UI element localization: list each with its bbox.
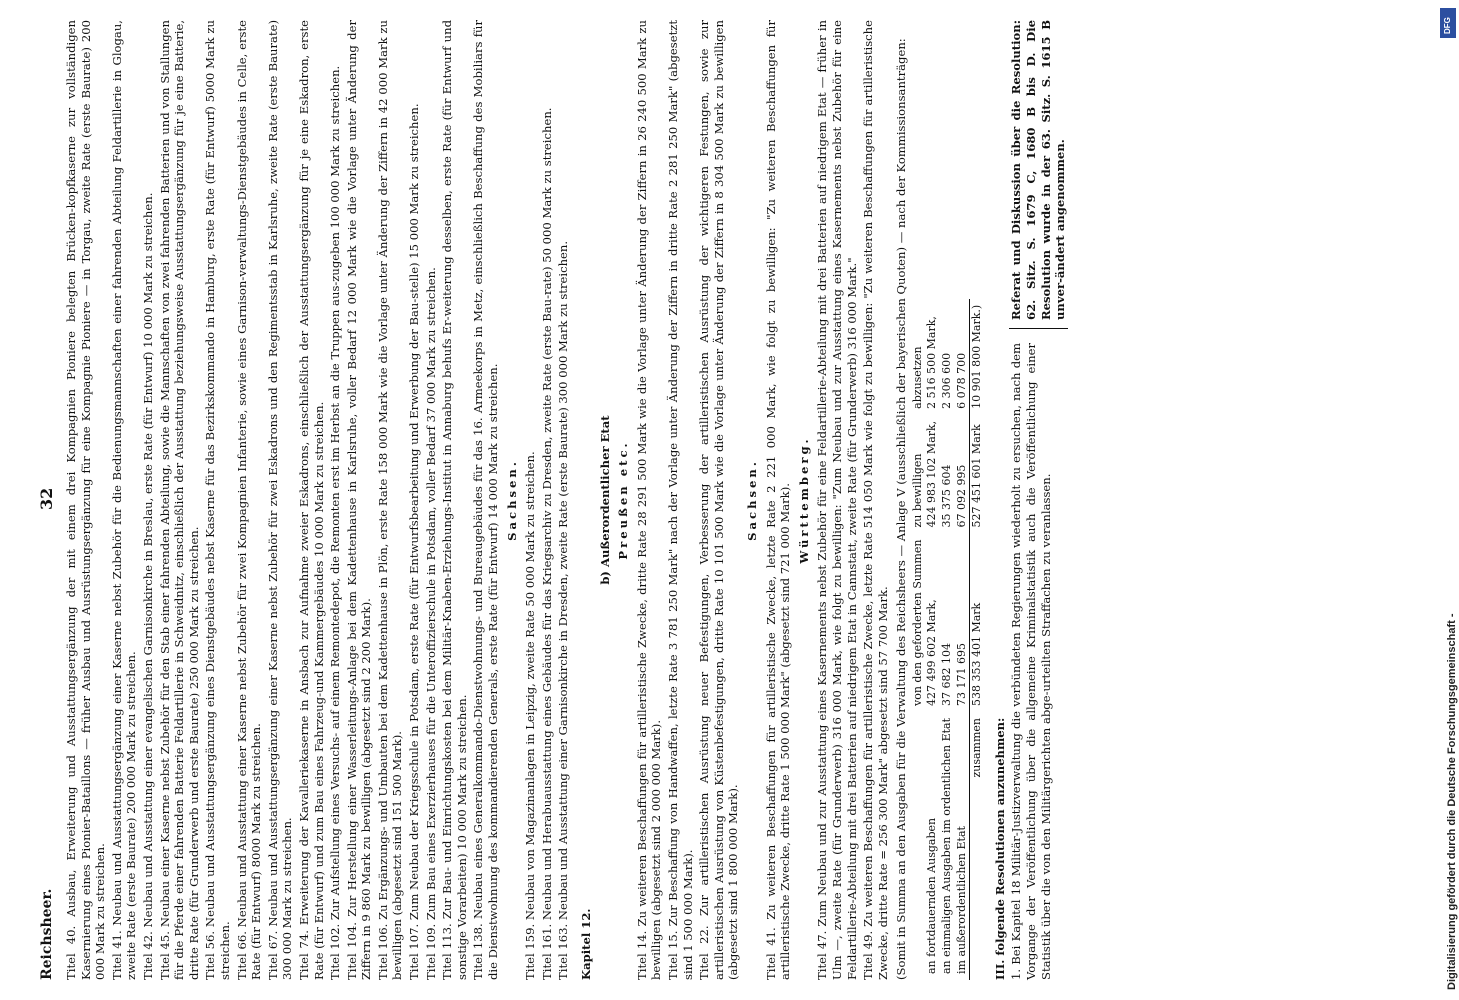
digitization-footer — [1432, 0, 1458, 1000]
column-header: abzusetzen — [910, 346, 924, 409]
resolution-text: 1. Bei Kapitel 18 Militär-Justizverwaltung die verbündeten Regierungen wiederholt zu ersuchen, nach dem Vorgange der Veröffentlichung über die allgemeine Kriminalstatistik auch die Veröffentlichung einer Statistik über die von den Militärgerichten abge-urteilten Straffachen zu veranlassen. — [1009, 343, 1053, 980]
table-header-row — [911, 299, 926, 980]
section-heading: Sachsen. — [504, 459, 519, 541]
paragraph: Titel 113. Zur Bau- und Einrichtungskosten bei dem Militär-Knaben-Erziehungs-Institut in Annaburg behufs Er-weiterung desselben, erste Rate (für Entwurf und sonstige Vorarbeiten) 10 000 Mark zu streichen. — [440, 20, 469, 980]
resolutions-heading: III. folgende Resolutionen anzunehmen: — [992, 717, 1007, 980]
paragraph: Titel 74. Erweiterung der Kavalleriekaserne in Ansbach zur Aufnahme zweier Eskadrons, einschließlich der Ausstattungsergänzung für je eine Eskadron, erste Rate (für Entwurf) und zum Bau eines Fahrzeug-und Kammergebäudes 10 000 Mark zu streichen. — [296, 20, 326, 980]
paragraph: Titel 67. Neubau und Ausstattungsergänzung einer Kaserne nebst Zubehör für zwei Eskadrons und den Regimentsstab in Karlsruhe, zweite Rate (erste Baurate) 300 000 Mark zu streichen. — [265, 20, 295, 980]
state-heading: Preußen etc. — [616, 440, 631, 560]
total-label: zusammen — [970, 718, 984, 778]
row-label: an einmaligen Ausgaben im ordentlichen Etat — [940, 718, 954, 974]
paragraph: Titel 41. Neubau und Ausstattungsergänzung einer Kaserne nebst Zubehör für die Bedienungsmannschaften einer fahrenden Abteilung Feldartillerie in Glogau, zweite Rate (erste Baurate) 200 000 Mark zu streichen. — [109, 20, 139, 980]
page-header — [37, 20, 64, 980]
paragraph: Titel 161. Neubau und Herabuausstattung eines Gebäudes für das Kriegsarchiv zu Dresden, zweite Rate (erste Bau-rate) 50 000 Mark zu streichen. — [539, 107, 554, 980]
table-row — [940, 299, 955, 980]
section-a — [64, 20, 501, 980]
table-cell: 67 092 995 — [954, 464, 968, 528]
state-heading: Sachsen. — [744, 459, 759, 541]
table-cell: 527 451 601 Mark — [970, 424, 984, 528]
table-cell: 424 983 102 Mark, — [925, 420, 939, 528]
paragraph: Titel 22. Zur artilleristischen Ausrüstung neuer Befestigungen, Verbesserung der artilleristischen Ausrüstung der wichtigeren Festungen, sowie zur artilleristischen Ausrüstung von Küstenbefestigungen, dritte Rate 10 101 500 Mark wie die Vorlage unter Änderung der Ziffern in 8 304 500 Mark zu bewilligen (abgesetzt sind 1 800 000 Mark). — [697, 20, 741, 980]
paragraph: Titel 15. Zur Beschaffung von Handwaffen, letzte Rate 3 781 250 Mark" nach der Vorlage unter Änderung der Ziffern in dritte Rate 2 281 250 Mark" (abgesetzt sind 1 500 000 Mark). — [665, 20, 695, 980]
column-header: zu bewilligen — [910, 453, 924, 528]
resolution-note: Referat und Diskussion über die Resolution: 62. Sitz. S. 1679 C, 1680 B bis D. Die Resolution wurde in der 63. Sitz. S. 1615 B unver-ändert angenommen. — [1009, 20, 1067, 329]
paragraph: Titel 159. Neubau von Magazinanlagen in Leipzig, zweite Rate 50 000 Mark zu streichen. — [523, 451, 538, 980]
main-column — [64, 20, 1068, 980]
table-total-row — [970, 299, 985, 980]
table-row — [955, 299, 970, 980]
running-title: Reichsheer. — [39, 888, 55, 980]
row-label: an fortdauernden Ausgaben — [925, 817, 939, 974]
paragraph: Titel 41. Zu weiteren Beschaffungen für artilleristische Zwecke, letzte Rate 2 221 000 Mark, wie folgt zu bewilligen: "Zu weiteren Beschaffungen für artilleristische Zwecke, dritte Rate 1 500 000 Mark" (abgesetzt sind 721 000 Mark). — [763, 20, 793, 980]
paragraph: Titel 107. Zum Neubau der Kriegsschule in Potsdam, erste Rate (für Entwurfsbearbeitung und Erwerbung der Bau-stelle) 15 000 Mark zu streichen. — [407, 103, 422, 980]
paragraph: Titel 47. Zum Neubau und zur Ausstattung eines Kasernements nebst Zubehör für eine Feldartillerie-Abteilung mit drei Batterien auf niedrigem Etat — früher in Ulm —, zweite Rate (für Grunderwerb) 316 000 Mark, wie folgt zu bewilligen: "Zum Neubau und zur Ausstattung eines Kasernements nebst Zubehör für eine Feldartillerie-Abteilung mit drei Batterien auf niedrigem Etat in Cannstatt, zweite Rate (für Grunderwerb) 316 000 Mark." — [815, 20, 859, 980]
paragraph: Titel 163. Neubau und Ausstattung einer Garnisonkirche in Dresden, zweite Rate (erste Baurate) 300 000 Mark zu streichen. — [556, 240, 571, 980]
paragraph: Titel 45. Neubau einer Kaserne nebst Zubehör für den Stab einer fahrenden Abteilung, sowie die Mannschaften von zwei fahrenden Batterien und von Stallungen für die Pferde einer fahrenden Batterie Feldartillerie in Schweidnitz, einschließlich der Ausstattung beziehungsweise Ausstattungsergänzung für je eine Batterie, dritte Rate (für Grunderwerb und erste Baurate) 250 000 Mark zu streichen. — [157, 20, 201, 980]
dfg-logo-text: DFG — [1443, 17, 1452, 34]
table-cell: 10 901 800 Mark.) — [970, 304, 984, 409]
paragraph: Titel 66. Neubau und Ausstattung einer Kaserne nebst Zubehör für zwei Kompagnien Infanterie, sowie eines Garnison-verwaltungs-Dienstgebäudes in Celle, erste Rate (für Entwurf) 8000 Mark zu streichen. — [234, 20, 264, 980]
paragraph: Titel 14. Zu weiteren Beschaffungen für artilleristische Zwecke, dritte Rate 28 291 500 Mark wie die Vorlage unter Änderung der Ziffern in 26 240 500 Mark zu bewilligen (abgesetzt sind 2 000 000 Mark). — [634, 20, 664, 980]
paragraph: Titel 109. Zum Bau eines Exerzierhauses für die Unteroffizierschule in Potsdam, voller Bedarf 37 000 Mark zu streichen. — [423, 267, 438, 980]
page-number: 32 — [37, 487, 56, 510]
dfg-logo — [1440, 8, 1456, 38]
paragraph: Titel 49. Zu weiteren Beschaffungen für artilleristische Zwecke, letzte Rate 514 050 Mark wie folgt zu bewilligen: "Zu weiteren Beschaffungen für artilleristische Zwecke, dritte Rate = 256 300 Mark" abgesetzt sind 57 700 Mark. — [861, 20, 890, 980]
summary-block — [911, 20, 985, 980]
summary-intro: (Somit in Summa an den Ausgaben für die Verwaltung des Reichsheers — Anlage V (ausschließlich der bayerischen Quoten) — nach der Kommissionsanträgen: — [894, 38, 909, 980]
paragraph: Titel 56. Neubau und Ausstattungsergänzung eines Dienstgebäudes nebst Kaserne für das Bezirkskommando in Hamburg, erste Rate (für Entwurf) 5000 Mark zu streichen. — [203, 20, 232, 980]
table-cell: 6 078 700 — [954, 352, 968, 409]
paragraph: Titel 102. Zur Aufstellung eines Versuchs- auf einem Remontedepot, die Remonten erst im Herbst an die Truppen aus-zugeben 100 000 Mark zu streichen. — [328, 65, 343, 980]
table-cell: 37 682 104 — [940, 643, 954, 706]
chapter-heading: Kapitel 12. — [579, 908, 593, 980]
summary-table — [911, 299, 985, 980]
table-cell: 538 353 401 Mark — [970, 602, 984, 706]
row-label: im außerordentlichen Etat — [954, 826, 968, 974]
paragraph: Titel 138. Neubau eines Generalkommando-Dienstwohnungs- und Bureaugebäudes für das 16. Armeekorps in Metz, einschließlich Beschaffung des Mobiliars für die Dienstwohnung des kommandierenden Generals, erste Rate (für Entwurf) 14 000 Mark zu streichen. — [471, 20, 501, 980]
table-cell: 73 171 695 — [954, 643, 968, 706]
paragraph: Titel 104. Zur Herstellung einer Wasserleitungs-Anlage bei dem Kadettenhause in Karlsruhe, voller Bedarf 12 000 Mark wie die Vorlage unter Änderung der Ziffern in 9 860 Mark zu bewilligen (abgesetzt sind 2 200 Mark). — [344, 20, 374, 980]
paragraph: Titel 42. Neubau und Ausstattung einer evangelischen Garnisonkirche in Breslau, erste Rate (für Entwurf) 10 000 Mark zu streichen. — [140, 192, 155, 980]
table-row — [925, 299, 940, 980]
column-header: von den geforderten Summen — [910, 539, 924, 706]
table-cell: 35 375 604 — [940, 464, 954, 528]
table-cell: 427 499 602 Mark, — [925, 599, 939, 706]
rotated-document-body — [37, 20, 1440, 980]
table-cell: 2 306 600 — [940, 352, 954, 409]
resolution-block — [1009, 20, 1067, 980]
table-cell: 2 516 500 Mark, — [925, 316, 939, 409]
digitization-credit: Digitalisierung gefördert durch die Deutsche Forschungsgemeinschaft - — [1446, 613, 1458, 990]
state-heading: Württemberg. — [796, 436, 811, 564]
subsection-heading: b) Außerordentlicher Etat — [597, 415, 612, 585]
paragraph: Titel 106. Zu Ergänzungs- und Umbauten bei dem Kadettenhause in Plön, erste Rate 158 000 Mark wie die Vorlage unter Änderung der Ziffern in 42 000 Mark zu bewilligen (abgesetzt sind 151 500 Mark). — [375, 20, 405, 980]
paragraph: Titel 40. Ausbau, Erweiterung und Ausstattungsergänzung der mit einem drei Kompagnien Pioniere belegten Brücken-kopfkaserne zur vollständigen Kasernierung eines Pionier-Bataillons — früher Ausbau und Ausrüstungsergänzung für eine Kompagnie Pioniere — in Torgau, zweite Rate (erste Baurate) 200 000 Mark zu streichen. — [64, 20, 108, 980]
